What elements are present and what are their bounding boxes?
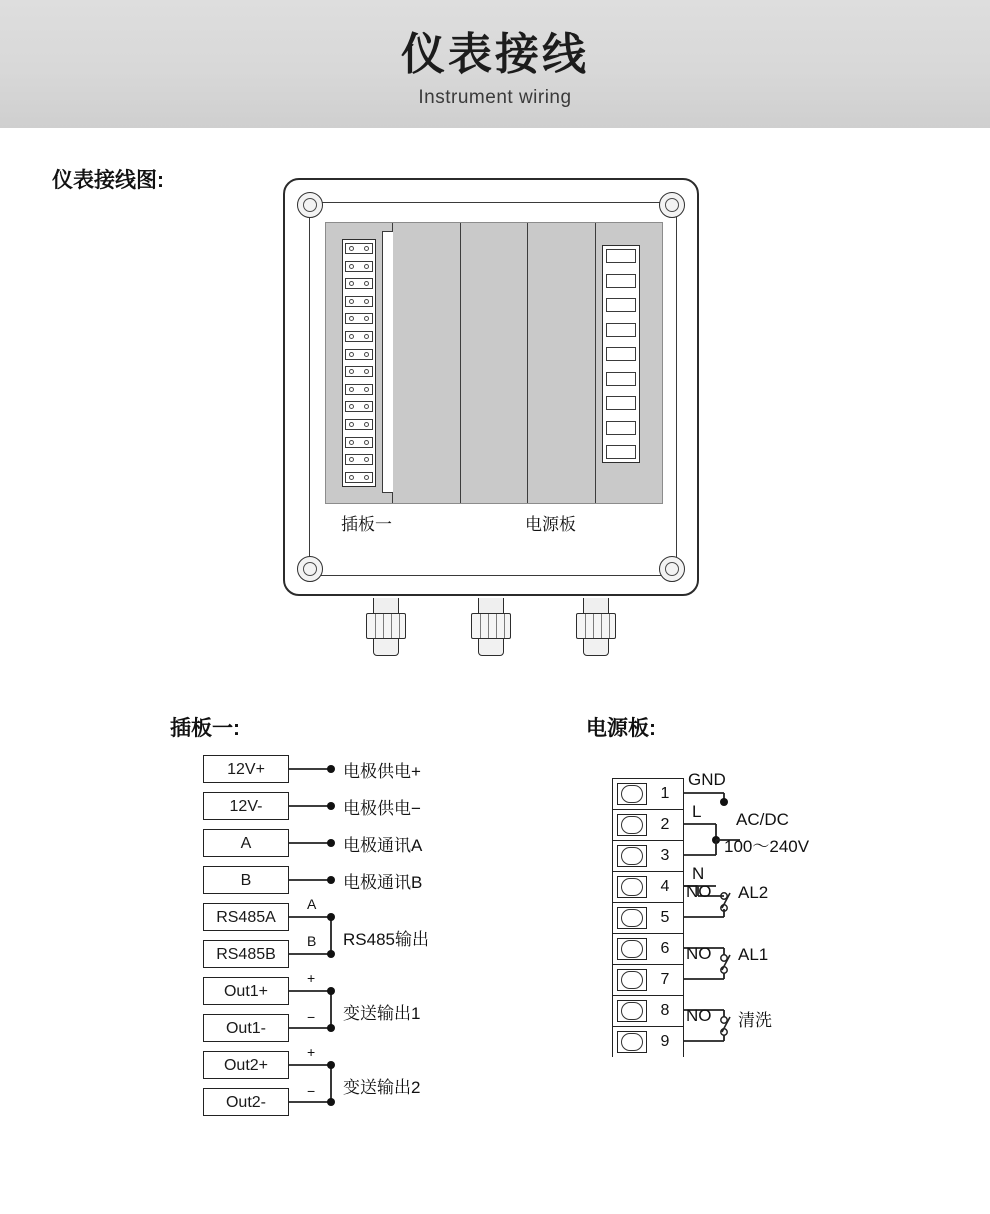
terminal-cell [606, 298, 636, 312]
terminal-out2-plus: Out2+ [203, 1051, 289, 1079]
screw-icon [297, 192, 323, 218]
screw-terminal-icon [617, 814, 647, 836]
cable-gland-icon [576, 598, 616, 656]
panel-slot-5 [596, 223, 662, 503]
annotation-no-al2: NO [686, 882, 712, 901]
mark-rs485-a: A [307, 896, 317, 912]
annotation-rs485-output: RS485输出 [343, 930, 429, 949]
mark-out1-plus: + [307, 970, 316, 986]
annotation-transmit-output-2: 变送输出2 [343, 1078, 421, 1097]
annotation-supply-type: AC/DC [736, 810, 789, 829]
terminal-a: A [203, 829, 289, 857]
terminal-cell [345, 331, 373, 342]
terminal-rs485b: RS485B [203, 940, 289, 968]
annotation-electrode-power-minus: 电极供电− [343, 799, 421, 818]
terminal-12v-minus: 12V- [203, 792, 289, 820]
board1-terminal-strip [342, 239, 376, 487]
annotation-electrode-comm-a: 电极通讯A [343, 836, 423, 855]
power-terminal-row-5 [612, 902, 684, 933]
mark-out1-minus: − [307, 1009, 316, 1025]
terminal-number: 4 [660, 878, 670, 895]
annotation-al2: AL2 [738, 883, 769, 902]
panel-slot-1 [326, 223, 393, 503]
power-terminal-row-1 [612, 778, 684, 809]
terminal-cell [345, 472, 373, 483]
board1-edge-connector [382, 231, 394, 493]
screw-terminal-icon [617, 938, 647, 960]
cable-gland-icon [366, 598, 406, 656]
annotation-clean: 清洗 [738, 1011, 772, 1030]
power-terminal-row-9 [612, 1026, 684, 1057]
terminal-cell [606, 372, 636, 386]
power-section-label: 电源板: [586, 717, 656, 740]
terminal-cell [345, 243, 373, 254]
main-diagram-label: 仪表接线图: [52, 169, 164, 192]
screw-icon [659, 192, 685, 218]
annotation-no-clean: NO [686, 1006, 712, 1025]
power-terminal-row-6 [612, 933, 684, 964]
terminal-cell [345, 349, 373, 360]
cable-gland-icon [471, 598, 511, 656]
module-panel-area [325, 222, 663, 504]
annotation-al1: AL1 [738, 945, 769, 964]
instrument-enclosure-illustration [283, 178, 701, 656]
annotation-l: L [692, 802, 702, 821]
terminal-cell [345, 384, 373, 395]
terminal-number: 5 [660, 909, 670, 926]
power-terminal-row-4 [612, 871, 684, 902]
terminal-rs485a: RS485A [203, 903, 289, 931]
terminal-cell [606, 323, 636, 337]
power-terminal-row-8 [612, 995, 684, 1026]
annotation-n: N [692, 864, 705, 883]
terminal-cell [606, 249, 636, 263]
power-terminal-row-3 [612, 840, 684, 871]
panel-slot-2 [393, 223, 460, 503]
annotation-supply-range: 100～240V [724, 837, 810, 856]
terminal-cell [345, 313, 373, 324]
terminal-cell [606, 274, 636, 288]
terminal-number: 8 [660, 1002, 670, 1019]
screw-terminal-icon [617, 1031, 647, 1053]
power-wiring-diagram [612, 770, 810, 1057]
terminal-cell [606, 445, 636, 459]
mark-rs485-b: B [307, 933, 317, 949]
terminal-cell [606, 421, 636, 435]
terminal-cell [345, 278, 373, 289]
terminal-number: 1 [660, 785, 670, 802]
screw-terminal-icon [617, 845, 647, 867]
screw-terminal-icon [617, 783, 647, 805]
annotation-electrode-power-plus: 电极供电+ [343, 762, 421, 781]
power-caption: 电源板 [525, 515, 576, 534]
terminal-cell [345, 437, 373, 448]
terminal-b: B [203, 866, 289, 894]
terminal-cell [606, 347, 636, 361]
screw-terminal-icon [617, 876, 647, 898]
terminal-out1-plus: Out1+ [203, 977, 289, 1005]
page-title: 仪表接线 [401, 29, 589, 79]
annotation-gnd: GND [688, 770, 726, 789]
enclosure-case [283, 178, 699, 596]
screw-terminal-icon [617, 969, 647, 991]
terminal-out1-minus: Out1- [203, 1014, 289, 1042]
page-header [0, 0, 990, 128]
terminal-cell [345, 261, 373, 272]
terminal-number: 2 [660, 816, 670, 833]
power-terminal-row-7 [612, 964, 684, 995]
terminal-number: 3 [660, 847, 670, 864]
terminal-number: 7 [660, 971, 670, 988]
board1-caption: 插板一 [341, 515, 392, 534]
page-subtitle: Instrument wiring [418, 87, 572, 109]
screw-terminal-icon [617, 907, 647, 929]
terminal-number: 9 [660, 1033, 670, 1050]
mark-out2-minus: − [307, 1083, 316, 1099]
annotation-electrode-comm-b: 电极通讯B [343, 873, 423, 892]
terminal-cell [606, 396, 636, 410]
board1-section-label: 插板一: [170, 717, 240, 740]
panel-slot-3 [461, 223, 528, 503]
terminal-out2-minus: Out2- [203, 1088, 289, 1116]
annotation-no-al1: NO [686, 944, 712, 963]
screw-icon [297, 556, 323, 582]
terminal-cell [345, 401, 373, 412]
terminal-number: 6 [660, 940, 670, 957]
terminal-cell [345, 454, 373, 465]
terminal-cell [345, 366, 373, 377]
terminal-12v-plus: 12V+ [203, 755, 289, 783]
screw-icon [659, 556, 685, 582]
screw-terminal-icon [617, 1000, 647, 1022]
annotation-transmit-output-1: 变送输出1 [343, 1004, 421, 1023]
power-terminal-strip [602, 245, 640, 463]
power-terminal-row-2 [612, 809, 684, 840]
terminal-cell [345, 296, 373, 307]
terminal-cell [345, 419, 373, 430]
board1-wiring-diagram [203, 755, 429, 1125]
panel-slot-4 [528, 223, 595, 503]
mark-out2-plus: + [307, 1044, 316, 1060]
